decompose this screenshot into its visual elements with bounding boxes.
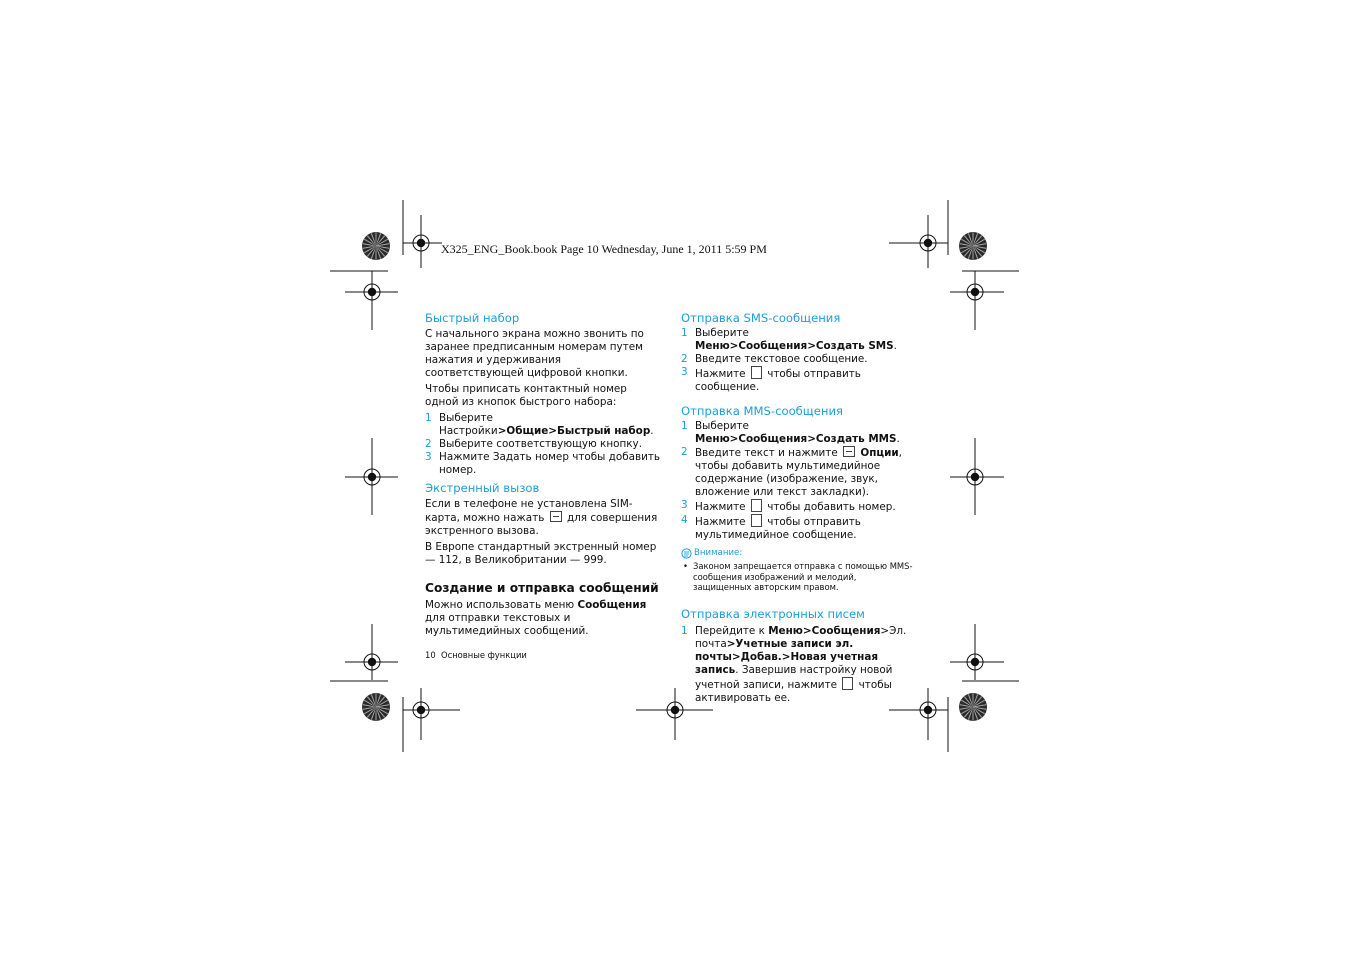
step-item: 1 Выберите Меню>Сообщения>Создать SMS. xyxy=(681,327,897,352)
step-text: Выберите соответствующую кнопку. xyxy=(439,438,642,450)
softkey-icon xyxy=(550,511,562,522)
ok-key-icon xyxy=(842,677,853,690)
quick-dial-paragraph: С начального экрана можно звонить по заранее предписанным номерам путем нажатия и удерживания соответствующей цифровой кнопки. xyxy=(425,328,644,379)
step-number: 1 xyxy=(425,412,432,424)
sms-steps xyxy=(681,327,913,394)
note-pen-icon xyxy=(681,548,692,559)
mms-steps xyxy=(681,420,913,542)
sms-heading: Отправка SMS-сообщения xyxy=(681,311,841,325)
step-item: 2 Введите текст и нажмите Опции, чтобы добавить мультимедийное содержание (изображение, звук, вложение или текст закладки). xyxy=(681,446,902,498)
step-item: 2 Введите текстовое сообщение. xyxy=(681,353,868,365)
emergency-numbers: В Европе стандартный экстренный номер — 112, в Великобритании — 999. xyxy=(425,541,657,566)
quick-dial-steps xyxy=(425,412,661,477)
section-name: Основные функции xyxy=(441,650,527,660)
note-box xyxy=(681,548,913,593)
print-slug: X325_ENG_Book.book Page 10 Wednesday, June 1, 2011 5:59 PM xyxy=(441,242,767,256)
step-item xyxy=(425,438,661,451)
step-item xyxy=(425,412,661,438)
quick-dial-heading: Быстрый набор xyxy=(425,311,520,325)
step-number: 3 xyxy=(425,451,432,463)
starburst-mark-icon xyxy=(959,693,987,721)
step-item xyxy=(425,451,661,477)
step-item: 1 Перейдите к Меню>Сообщения>Эл. почта>Учетные записи эл. почты>Добав.>Новая учетная запись. Завершив настройку новой учетной записи, нажмите чтобы активировать ее. xyxy=(681,624,907,704)
step-item: 3 Нажмите чтобы добавить номер. xyxy=(681,499,896,513)
step-menu-path: >Общие>Быстрый набор xyxy=(497,425,651,437)
ok-key-icon xyxy=(751,514,762,527)
page-number: 10 xyxy=(425,650,436,660)
emergency-heading: Экстренный вызов xyxy=(425,481,540,495)
left-column xyxy=(425,311,661,638)
note-bullet: • Законом запрещается отправка с помощью MMS-сообщения изображений и мелодий, защищенных авторским правом. xyxy=(683,561,913,592)
starburst-mark-icon xyxy=(959,232,987,260)
starburst-mark-icon xyxy=(362,693,390,721)
email-steps xyxy=(681,625,913,705)
step-item: 4 Нажмите чтобы отправить мультимедийное сообщение. xyxy=(681,514,861,541)
starburst-mark-icon xyxy=(362,232,390,260)
step-text: . xyxy=(650,425,654,437)
step-text: Нажмите Задать номер чтобы добавить номер. xyxy=(439,451,661,476)
note-header xyxy=(681,548,913,559)
email-heading: Отправка электронных писем xyxy=(681,606,865,621)
step-number: 2 xyxy=(425,438,432,450)
step-item: 3 Нажмите чтобы отправить сообщение. xyxy=(681,366,861,393)
right-column xyxy=(681,311,913,705)
note-label: Внимание: xyxy=(694,548,743,559)
ok-key-icon xyxy=(751,499,762,512)
page-footer xyxy=(425,650,527,660)
mms-heading: Отправка MMS-сообщения xyxy=(681,404,843,418)
messages-paragraph: Можно использовать меню Сообщения для отправки текстовых и мультимедийных сообщений. xyxy=(425,599,647,637)
ok-key-icon xyxy=(751,366,762,379)
step-item: 1 Выберите Меню>Сообщения>Создать MMS. xyxy=(681,420,900,445)
quick-dial-instruction: Чтобы приписать контактный номер одной из кнопок быстрого набора: xyxy=(425,383,627,408)
emergency-paragraph: Если в телефоне не установлена SIM-карта, можно нажать для совершения экстренного вызова. xyxy=(425,498,658,537)
messages-heading: Создание и отправка сообщений xyxy=(425,581,659,595)
step-text: Выберите Настройки xyxy=(439,412,498,437)
softkey-icon xyxy=(843,446,855,457)
